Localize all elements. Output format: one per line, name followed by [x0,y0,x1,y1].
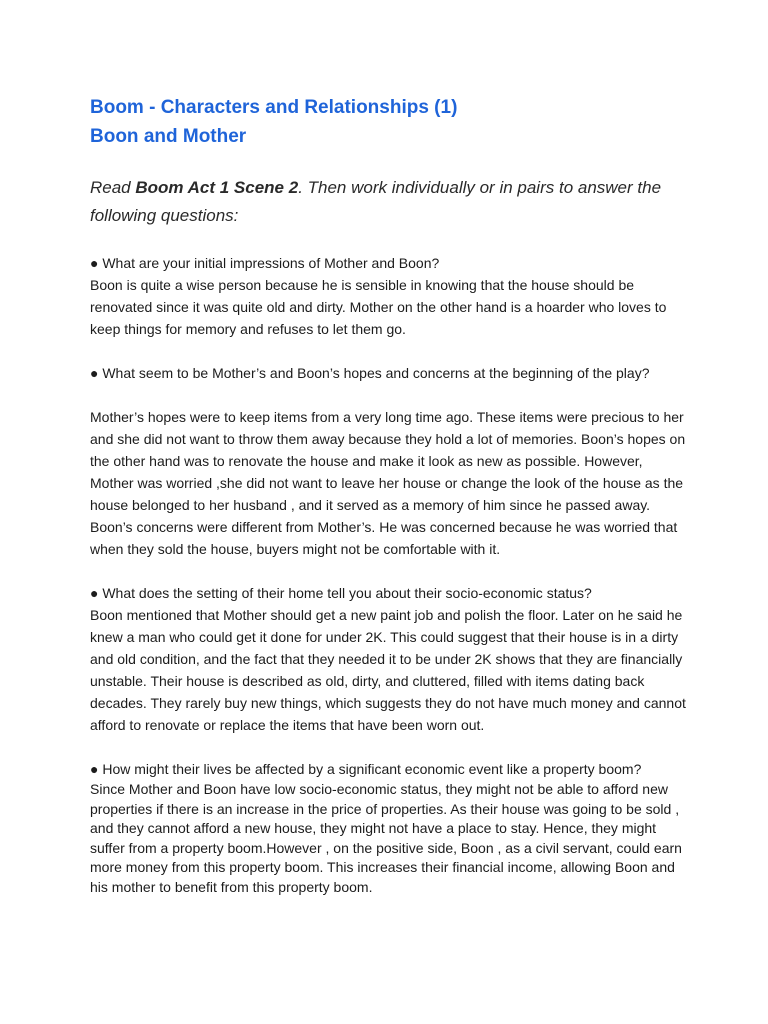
answer-text: Boon mentioned that Mother should get a new paint job and polish the floor. Later on he said he knew a man who could get it done for under 2K. This could suggest that their house is in a dirty and old condition, and the fact that they needed it to be under 2K shows that they are financially unstable. Their house is described as old, dirty, and cluttered, filled with items dating back decades. They rarely buy new things, which suggests they do not have much money and cannot afford to renovate or replace the items that have been worn out. [90,607,686,733]
document-subtitle: Boon and Mother [90,126,247,147]
spacer [90,384,688,406]
question-block-1 [90,252,688,340]
spacer [90,736,688,758]
intro-paragraph [90,174,688,230]
answer-text: Boon is quite a wise person because he is sensible in knowing that the house should be renovated since it was quite old and dirty. Mother on the other hand is a hoarder who loves to keep things for memory and refuses to let them go. [90,277,667,337]
question-text: ● How might their lives be affected by a significant economic event like a property boom? [90,761,642,777]
intro-bold: Boom Act 1 Scene 2 [135,178,299,197]
question-text: ● What does the setting of their home tell you about their socio-economic status? [90,585,592,601]
question-text: ● What seem to be Mother’s and Boon’s hopes and concerns at the beginning of the play? [90,365,650,381]
spacer [90,340,688,362]
answer-text: Mother’s hopes were to keep items from a very long time ago. These items were precious to her and she did not want to throw them away because they hold a lot of memories. Boon’s hopes on the other hand was to renovate the house and make it look as new as possible. However, Mother was worried ,she did not want to leave her house or change the look of the house as the house belonged to her husband , and it served as a memory of him since he passed away. Boon’s concerns were different from Mother’s. He was concerned because he was worried that when they sold the house, buyers might not be comfortable with it. [90,409,686,557]
spacer [90,230,688,252]
document-title: Boom - Characters and Relationships (1) [90,97,458,118]
question-block-4 [90,758,688,897]
question-text: ● What are your initial impressions of Mother and Boon? [90,255,440,271]
question-block-3 [90,582,688,736]
question-block-2 [90,362,688,560]
spacer [90,560,688,582]
answer-text: Since Mother and Boon have low socio-economic status, they might not be able to afford new properties if there is an increase in the price of properties. As their house was going to be sold , and they cannot afford a new house, they might not have a place to stay. Hence, they might suffer from a property boom.However , on the positive side, Boon , as a civil servant, could earn more money from this property boom. This increases their financial income, allowing Boon and his mother to benefit from this property boom. [90,781,682,895]
intro-prefix: Read [90,178,136,197]
intro-suffix: . Then work individually or in pairs to answer the following questions: [90,178,662,225]
